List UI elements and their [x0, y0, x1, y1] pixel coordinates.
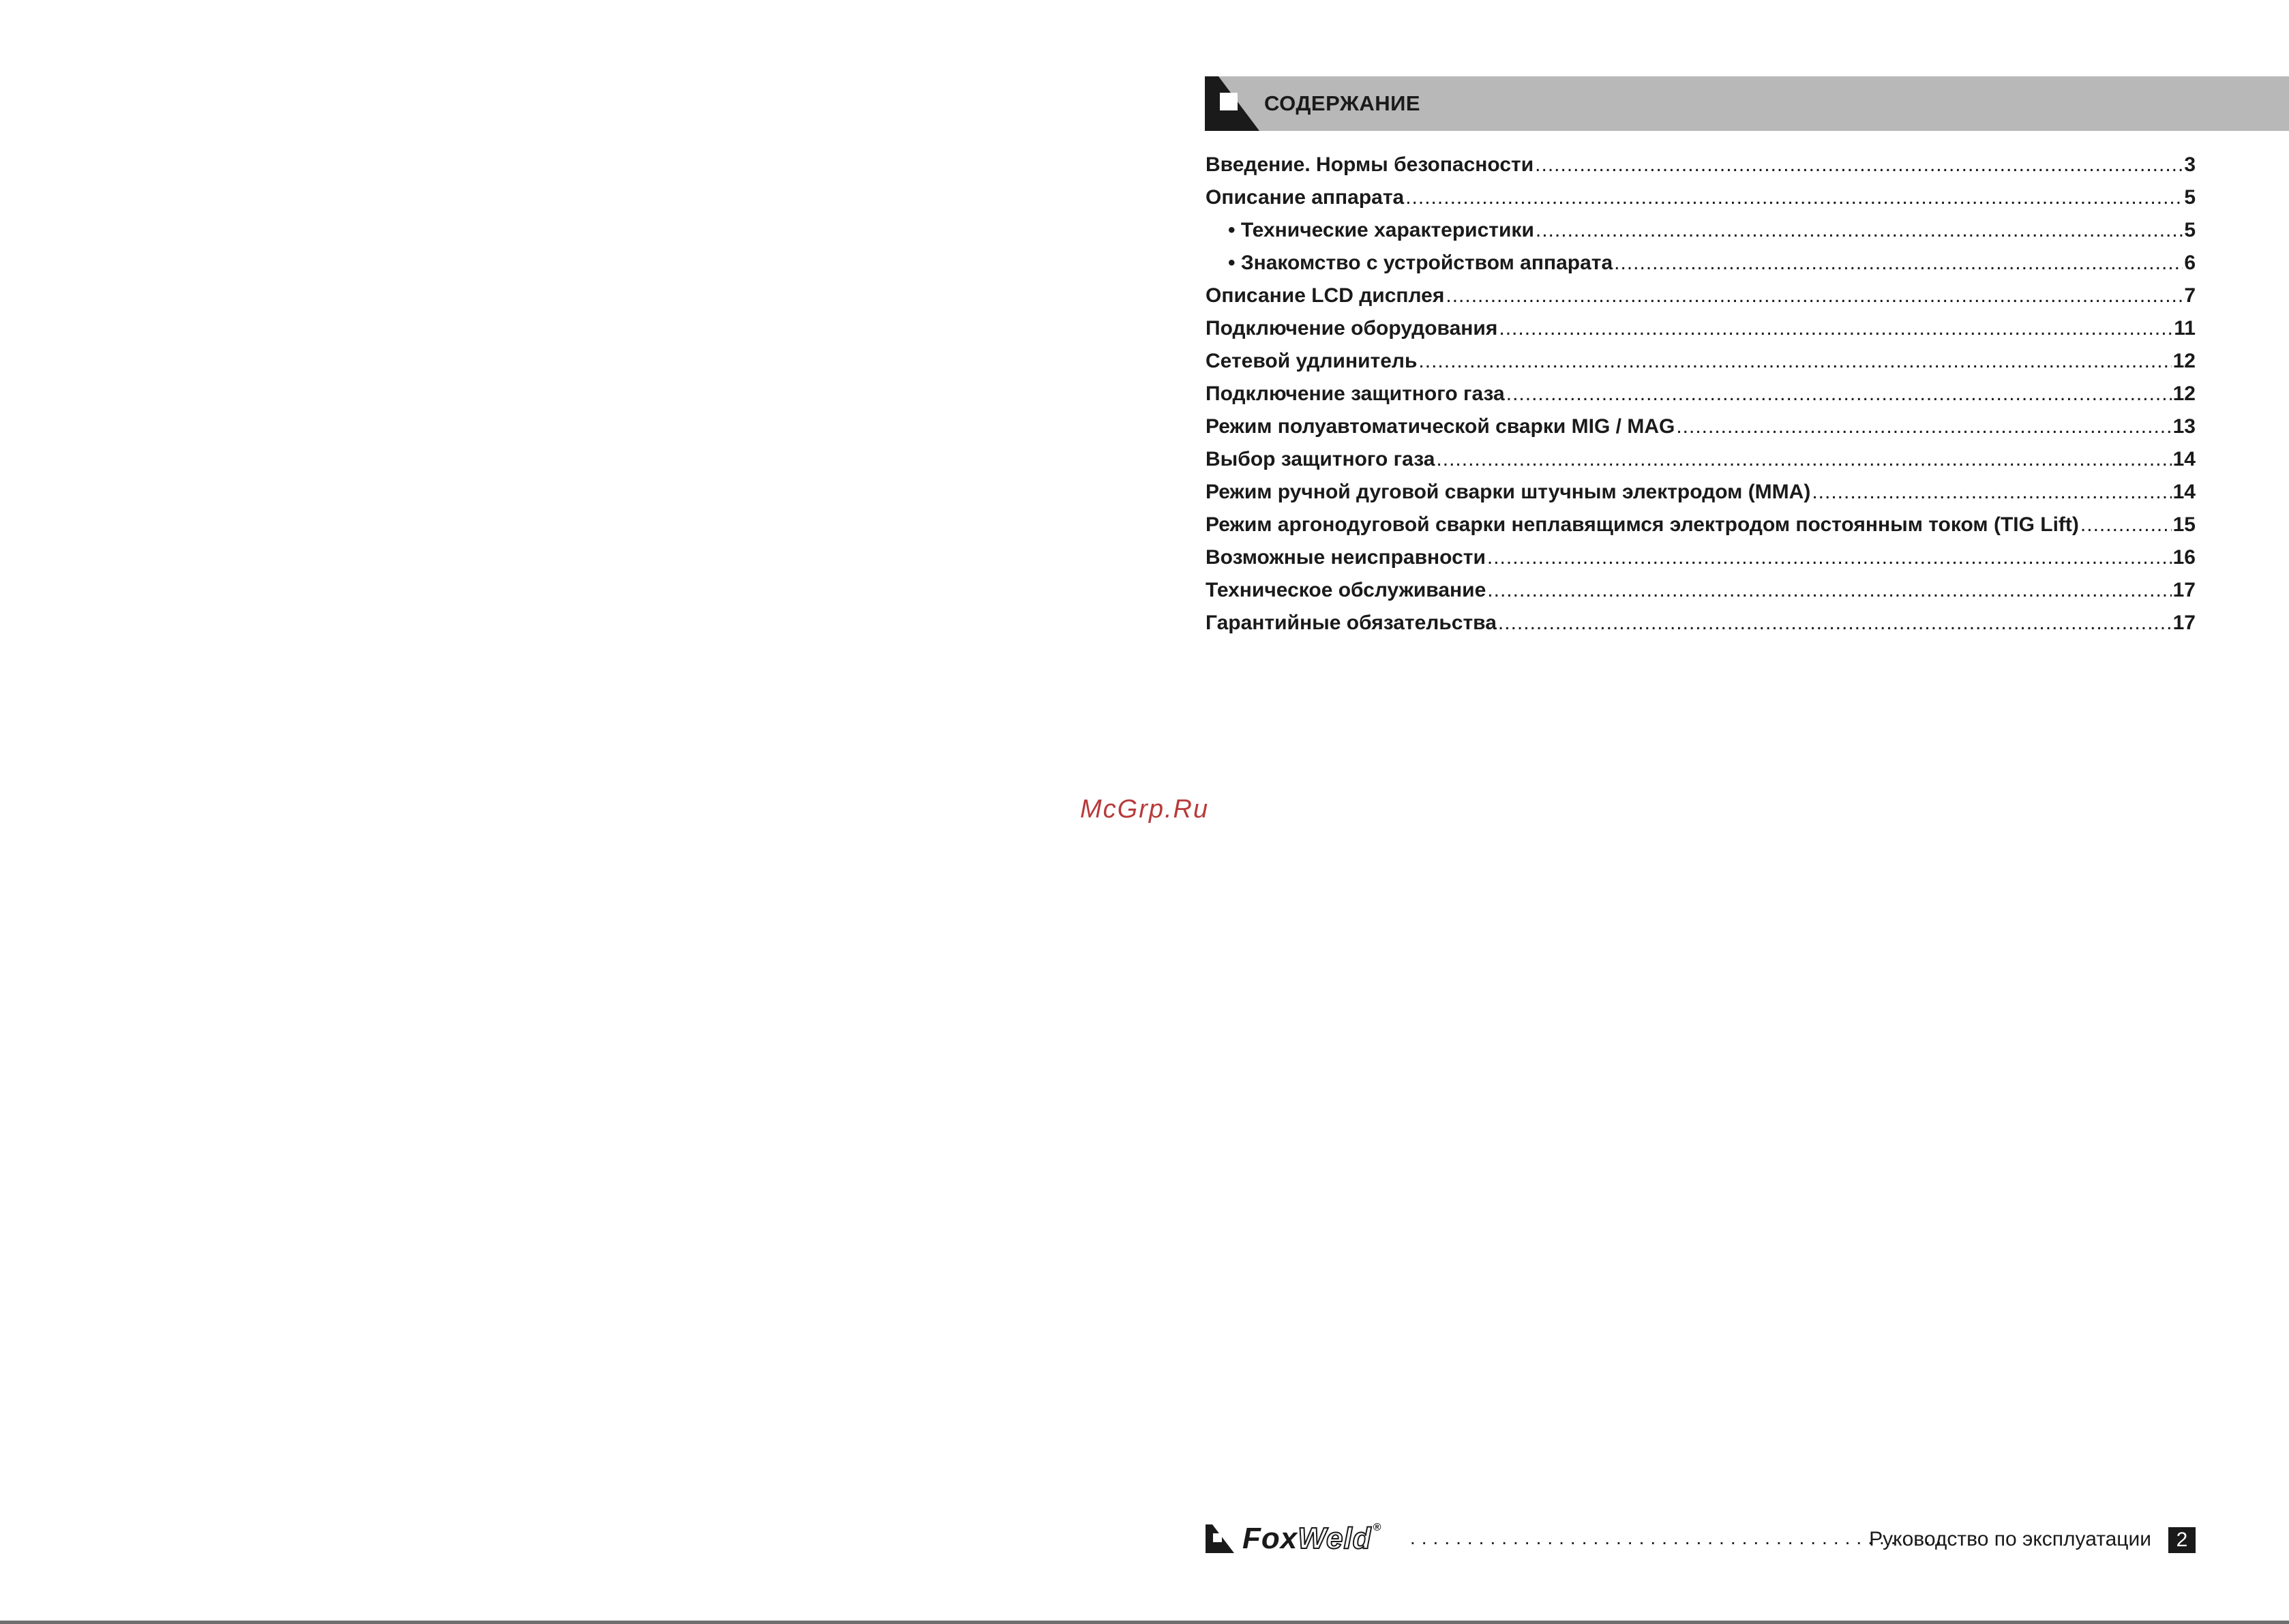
toc-entry-label: • Знакомство с устройством аппарата	[1228, 252, 1613, 274]
foxweld-logo	[1206, 1523, 1381, 1554]
toc-entry-label: Выбор защитного газа	[1206, 448, 1435, 470]
toc-entry-label: Описание LCD дисплея	[1206, 284, 1445, 307]
toc-leader-dots	[1812, 476, 2171, 509]
registered-mark: ®	[1373, 1522, 1382, 1533]
toc-leader-dots	[1676, 410, 2171, 443]
toc-entry-label: Подключение оборудования	[1206, 317, 1498, 340]
toc-entry-label: Режим аргонодуговой сварки неплавящимся электродом постоянным током (TIG Lift)	[1206, 513, 2079, 536]
brand-name-outline: Weld	[1298, 1522, 1372, 1555]
toc-entry[interactable]	[1206, 181, 2196, 214]
toc-list	[1206, 149, 2196, 640]
toc-leader-dots	[1487, 541, 2172, 574]
toc-entry-page: 15	[2172, 513, 2196, 536]
toc-entry[interactable]	[1206, 476, 2196, 509]
toc-entry[interactable]	[1206, 345, 2196, 378]
toc-title: СОДЕРЖАНИЕ	[1264, 91, 1421, 115]
foxweld-logo-icon	[1206, 1524, 1234, 1553]
toc-entry[interactable]	[1206, 280, 2196, 312]
toc-entry[interactable]	[1206, 149, 2196, 181]
toc-entry-label: Возможные неисправности	[1206, 546, 1486, 569]
toc-leader-dots	[2080, 509, 2172, 541]
toc-entry[interactable]	[1206, 312, 2196, 345]
toc-entry-page: 6	[2184, 252, 2196, 274]
toc-entry-page: 3	[2184, 153, 2196, 176]
toc-leader-dots	[1436, 443, 2171, 476]
toc-entry-label: • Технические характеристики	[1228, 219, 1534, 241]
watermark: McGrp.Ru	[1080, 795, 1210, 824]
toc-entry-page: 12	[2172, 382, 2196, 405]
page-footer	[1206, 1522, 2196, 1556]
toc-leader-dots	[1614, 247, 2183, 280]
toc-entry-page: 17	[2172, 612, 2196, 634]
toc-leader-dots	[1499, 312, 2172, 345]
toc-entry-page: 17	[2172, 579, 2196, 601]
toc-entry-label: Режим ручной дуговой сварки штучным электродом (MMA)	[1206, 481, 1811, 503]
toc-entry[interactable]	[1206, 541, 2196, 574]
toc-entry[interactable]	[1206, 607, 2196, 640]
toc-entry[interactable]	[1206, 410, 2196, 443]
toc-entry-page: 5	[2184, 219, 2196, 241]
toc-entry-page: 11	[2174, 317, 2196, 340]
toc-entry-page: 14	[2172, 481, 2196, 503]
bottom-rule	[0, 1621, 2289, 1624]
toc-leader-dots	[1487, 574, 2171, 607]
toc-leader-dots	[1446, 280, 2183, 312]
page-number: 2	[2168, 1527, 2196, 1553]
toc-entry-label: Режим полуавтоматической сварки MIG / MAG	[1206, 415, 1675, 438]
toc-leader-dots	[1498, 607, 2172, 640]
toc-entry-page: 12	[2172, 350, 2196, 372]
toc-entry-label: Сетевой удлинитель	[1206, 350, 1418, 372]
toc-entry-label: Техническое обслуживание	[1206, 579, 1486, 601]
toc-entry[interactable]	[1206, 378, 2196, 410]
toc-leader-dots	[1506, 378, 2172, 410]
footer-leader-dots	[1410, 1524, 1943, 1552]
toc-entry-page: 7	[2184, 284, 2196, 307]
toc-entry-label: Гарантийные обязательства	[1206, 612, 1497, 634]
manual-label: Руководство по эксплуатации	[1869, 1528, 2151, 1550]
toc-entry-page: 16	[2172, 546, 2196, 569]
toc-entry-page: 5	[2184, 186, 2196, 209]
toc-entry-page: 13	[2172, 415, 2196, 438]
corner-mark-icon	[1205, 76, 1259, 131]
toc-header	[1205, 76, 2289, 131]
brand-name	[1242, 1522, 1381, 1556]
toc-entry[interactable]	[1206, 443, 2196, 476]
brand-name-solid: Fox	[1242, 1522, 1298, 1555]
toc-leader-dots	[1418, 345, 2171, 378]
toc-entry[interactable]	[1206, 574, 2196, 607]
toc-entry-page: 14	[2172, 448, 2196, 470]
toc-entry[interactable]	[1206, 509, 2196, 541]
toc-entry-label: Подключение защитного газа	[1206, 382, 1505, 405]
toc-leader-dots	[1405, 181, 2183, 214]
toc-subentry[interactable]	[1206, 247, 2196, 280]
toc-leader-dots	[1535, 149, 2183, 181]
toc-entry-label: Введение. Нормы безопасности	[1206, 153, 1534, 176]
toc-subentry[interactable]	[1206, 214, 2196, 247]
toc-entry-label: Описание аппарата	[1206, 186, 1405, 209]
toc-leader-dots	[1536, 214, 2183, 247]
